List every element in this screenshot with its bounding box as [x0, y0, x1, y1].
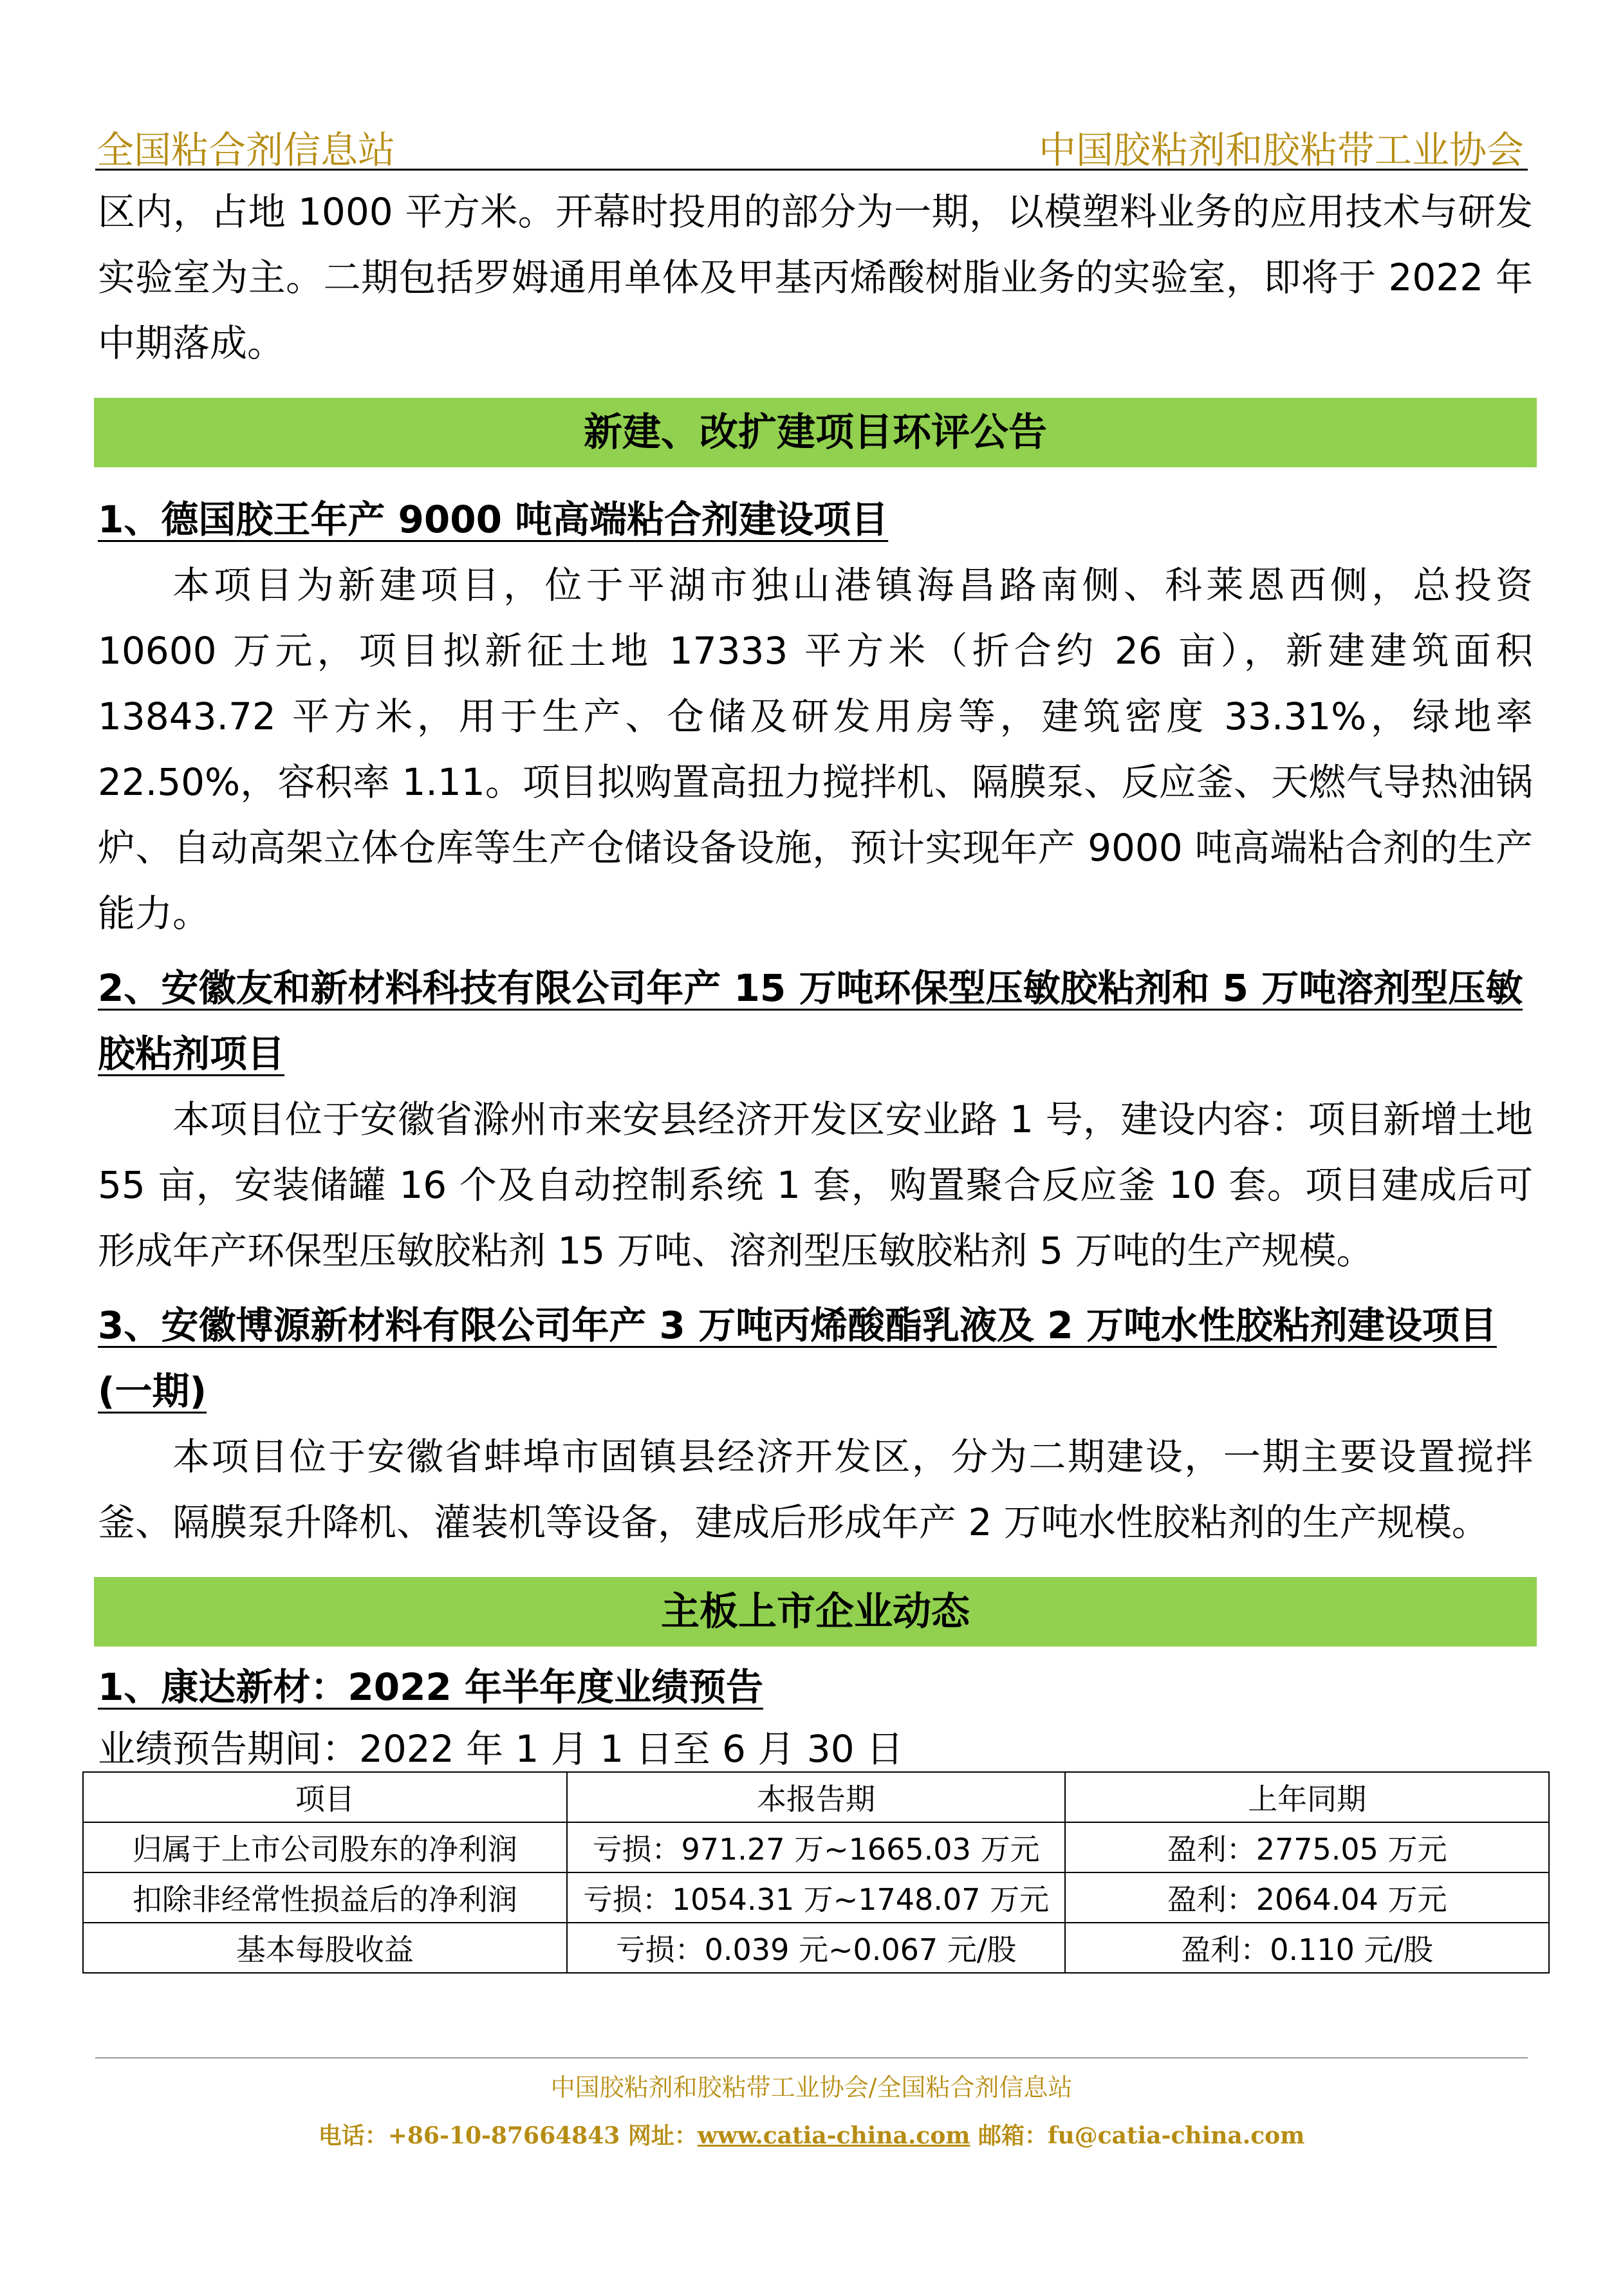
table-header-cell: 本报告期 — [567, 1772, 1066, 1822]
table-header-cell: 项目 — [83, 1772, 567, 1822]
footer-org-line: 中国胶粘剂和胶粘带工业协会/全国粘合剂信息站 — [550, 2073, 1073, 2102]
section-banner-listed-companies: 主板上市企业动态 — [94, 1577, 1537, 1647]
earnings-forecast-table — [82, 1771, 1550, 1974]
table-cell: 盈利：2064.04 万元 — [1065, 1872, 1549, 1923]
project-title-1: 1、德国胶王年产 9000 吨高端粘合剂建设项目 — [98, 498, 889, 541]
table-cell: 亏损：0.039 元~0.067 元/股 — [567, 1923, 1066, 1973]
footer-web-label: 网址： — [627, 2122, 698, 2149]
forecast-period: 业绩预告期间：2022 年 1 月 1 日至 6 月 30 日 — [98, 1727, 904, 1771]
header-site-name: 全国粘合剂信息站 — [97, 128, 396, 172]
company-item-title: 1、康达新材：2022 年半年度业绩预告 — [98, 1665, 763, 1709]
footer-website-link[interactable]: www.catia-china.com — [697, 2122, 970, 2149]
table-header-row — [83, 1772, 1549, 1822]
section-banner-environmental: 新建、改扩建项目环评公告 — [94, 398, 1537, 467]
table-cell: 归属于上市公司股东的净利润 — [83, 1822, 567, 1872]
project-body-1: 本项目为新建项目，位于平湖市独山港镇海昌路南侧、科莱恩西侧，总投资 10600 万元，项目拟新征土地 17333 平方米（折合约 26 亩），新建建筑面积 13843.72 平方米，用于生产、仓储及研发用房等，建筑密度 33.31%，绿地率 22.50%，容积率 1.11。项目拟购置高扭力搅拌机、隔膜泵、反应釜、天燃气导热油锅炉、自动高架立体仓库等生产仓储设备设施，预计实现年产 9000 吨高端粘合剂的生产能力。 — [98, 563, 1533, 935]
table-row — [83, 1872, 1549, 1923]
intro-paragraph: 区内，占地 1000 平方米。开幕时投用的部分为一期，以模塑料业务的应用技术与研发实验室为主。二期包括罗姆通用单体及甲基丙烯酸树脂业务的实验室，即将于 2022 年中期落成。 — [98, 190, 1533, 365]
footer-email[interactable]: fu@catia-china.com — [1047, 2122, 1305, 2149]
table-cell: 亏损：1054.31 万~1748.07 万元 — [567, 1872, 1066, 1923]
table-cell: 亏损：971.27 万~1665.03 万元 — [567, 1822, 1066, 1872]
footer-phone: 电话：+86-10-87664843 — [318, 2122, 620, 2149]
footer-contact-line — [0, 2118, 1623, 2151]
project-title-3: 3、安徽博源新材料有限公司年产 3 万吨丙烯酸酯乳液及 2 万吨水性胶粘剂建设项目(一期) — [98, 1303, 1497, 1413]
project-title-2: 2、安徽友和新材料科技有限公司年产 15 万吨环保型压敏胶粘剂和 5 万吨溶剂型压敏胶粘剂项目 — [98, 966, 1523, 1076]
footer-divider — [95, 2057, 1528, 2058]
project-body-3: 本项目位于安徽省蚌埠市固镇县经济开发区，分为二期建设，一期主要设置搅拌釜、隔膜泵升降机、灌装机等设备，建成后形成年产 2 万吨水性胶粘剂的生产规模。 — [98, 1435, 1533, 1544]
table-row — [83, 1923, 1549, 1973]
table-cell: 盈利：0.110 元/股 — [1065, 1923, 1549, 1973]
table-row — [83, 1822, 1549, 1872]
footer-email-label: 邮箱： — [978, 2122, 1048, 2149]
table-cell: 扣除非经常性损益后的净利润 — [83, 1872, 567, 1923]
project-body-2: 本项目位于安徽省滁州市来安县经济开发区安业路 1 号，建设内容：项目新增土地 55 亩，安装储罐 16 个及自动控制系统 1 套，购置聚合反应釜 10 套。项目建成后可形成年产环保型压敏胶粘剂 15 万吨、溶剂型压敏胶粘剂 5 万吨的生产规模。 — [98, 1097, 1533, 1273]
table-cell: 盈利：2775.05 万元 — [1065, 1822, 1549, 1872]
table-cell: 基本每股收益 — [83, 1923, 567, 1973]
header-association-name: 中国胶粘剂和胶粘带工业协会 — [1038, 128, 1524, 172]
document-body — [98, 179, 1533, 1778]
page-header — [95, 116, 1528, 171]
table-header-cell: 上年同期 — [1065, 1772, 1549, 1822]
